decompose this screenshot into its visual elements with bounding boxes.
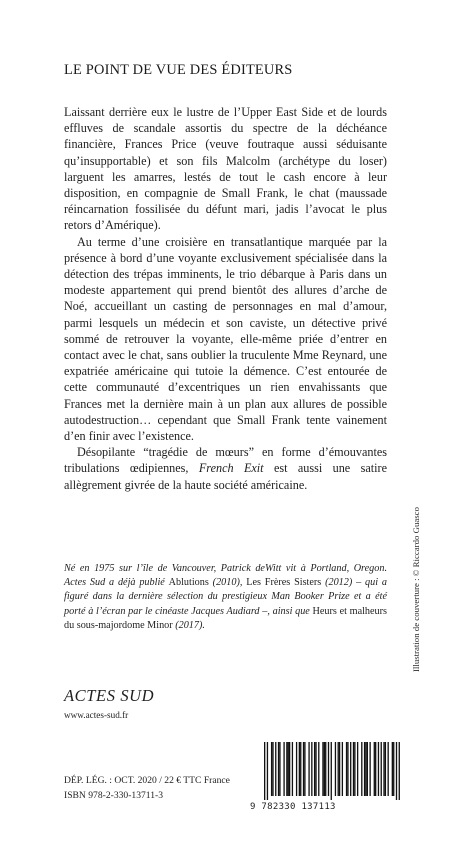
barcode-bar xyxy=(314,742,315,796)
barcode-bar xyxy=(325,742,326,796)
barcode xyxy=(250,742,405,816)
barcode-bar xyxy=(278,742,279,796)
barcode-bar xyxy=(304,742,305,796)
author-note-part-3: (2012) – qui a figuré dans la dernière sélection du prestigieux Man Booker Prize et a été porté à l’écran par le cinéaste Jacques Audiard –, ainsi que xyxy=(64,577,387,617)
author-note-part-4: (2017). xyxy=(172,619,205,631)
barcode-bar xyxy=(350,742,351,796)
barcode-bar xyxy=(347,742,348,796)
barcode-bar xyxy=(396,742,397,800)
title-freres-sisters: Les Frères Sisters xyxy=(246,577,322,589)
author-note-part-2: (2010), xyxy=(208,577,247,589)
section-heading: LE POINT DE VUE DES ÉDITEURS xyxy=(64,62,293,78)
barcode-bar xyxy=(388,742,389,796)
barcode-bar xyxy=(272,742,273,796)
legal-deposit: DÉP. LÉG. : OCT. 2020 / 22 € TTC France xyxy=(64,775,230,786)
barcode-bar xyxy=(315,742,316,796)
title-sous-majordome: Heurs et malheurs du sous-majordome Minor xyxy=(64,605,387,631)
barcode-bar xyxy=(292,742,293,796)
author-note-part-1: Né en 1975 sur l’île de Vancouver, Patrick deWitt vit à Portland, Oregon. Actes Sud a déjà publié xyxy=(64,563,387,589)
cover-credit: Illustration de couverture : © Riccardo Guasco xyxy=(411,507,421,672)
barcode-bar xyxy=(267,742,268,800)
isbn: ISBN 978-2-330-13711-3 xyxy=(64,789,164,801)
blurb-paragraph-3-end: est aussi une satire allègrement givrée de la haute société américaine. xyxy=(64,461,387,492)
barcode-bar xyxy=(381,742,382,796)
barcode-bar xyxy=(385,742,386,796)
barcode-bar xyxy=(365,742,366,796)
barcode-bar xyxy=(283,742,284,796)
barcode-bar xyxy=(338,742,339,796)
barcode-bar xyxy=(286,742,287,796)
barcode-bars xyxy=(264,742,400,800)
barcode-bar xyxy=(339,742,340,796)
barcode-bar xyxy=(275,742,276,796)
barcode-bar xyxy=(296,742,297,796)
barcode-bar xyxy=(378,742,379,796)
barcode-bar xyxy=(353,742,354,796)
barcode-bar xyxy=(271,742,272,796)
title-ablutions: Ablutions xyxy=(168,577,209,589)
barcode-bar xyxy=(375,742,376,796)
barcode-bar xyxy=(383,742,384,796)
barcode-bar xyxy=(367,742,368,796)
barcode-bar xyxy=(364,742,365,796)
barcode-bar xyxy=(342,742,343,796)
barcode-bar xyxy=(361,742,362,796)
legal-info xyxy=(64,774,230,803)
barcode-bar xyxy=(324,742,325,796)
barcode-digits: 9 782330 137113 xyxy=(250,802,336,812)
barcode-bar xyxy=(300,742,301,796)
barcode-bar xyxy=(357,742,358,796)
barcode-bar xyxy=(288,742,289,796)
publisher-website: www.actes-sud.fr xyxy=(64,710,129,720)
barcode-bar xyxy=(303,742,304,796)
barcode-bar xyxy=(322,742,323,796)
barcode-bar xyxy=(331,742,332,800)
barcode-bar xyxy=(346,742,347,796)
blurb-paragraph-3 xyxy=(64,444,387,493)
barcode-bar xyxy=(318,742,319,796)
barcode-bar xyxy=(299,742,300,796)
barcode-bar xyxy=(393,742,394,796)
book-title-french-exit: French Exit xyxy=(198,461,264,476)
barcode-bar xyxy=(308,742,309,796)
barcode-bar xyxy=(264,742,265,800)
barcode-bar xyxy=(374,742,375,796)
barcode-bar xyxy=(354,742,355,796)
barcode-bar xyxy=(335,742,336,796)
barcode-bar xyxy=(399,742,400,800)
barcode-bar xyxy=(279,742,280,796)
author-note-paragraph xyxy=(64,562,387,633)
author-note xyxy=(64,562,387,633)
barcode-bar xyxy=(369,742,370,796)
blurb-paragraph-1: Laissant derrière eux le lustre de l’Upper East Side et de lourds effluves de scandale assortis du spectre de la déchéance financière, Frances Price (veuve foutraque aussi séduisante qu’insupportable) et son fils Malcolm (archétype du loser) larguent les amarres, lestés de tout le cash encore à leur disposition, en compagnie de Small Frank, le chat (maussade réincarnation fossilisée du défunt mari, jadis l’avocat le plus retors d’Amérique). xyxy=(64,105,387,233)
barcode-bar xyxy=(328,742,329,796)
blurb-paragraph-2: Au terme d’une croisière en transatlantique marquée par la présence à bord d’une voyante exclusivement spécialisée dans la détection des trépas imminents, le trio débarque à Paris dans un modeste appartement qui prend bientôt des allures d’arche de Noé, accueillant un casting de personnages en mal d’amour, parmi lesquels un médecin et son caviste, un détective privé sommé de retrouver la voyante, elle-même priée d’entrer en contact avec le chat, sans oublier la truculente Mme Reynard, une expatriée américaine qui tutoie la démence. C’est entourée de cette communauté d’excentriques un rien envahissants que Frances met la dernière main à un plan aux allures de possible autodestruction… cependant que Small Frank tente vainement d’en finir avec l’existence. xyxy=(64,234,387,444)
blurb-paragraph-3-start: Désopilante “tragédie de mœurs” en forme d’émouvantes tribulations œdipiennes, xyxy=(64,445,387,476)
barcode-bar xyxy=(311,742,312,796)
publisher-logo: ACTES SUD xyxy=(64,686,155,705)
blurb-text xyxy=(64,104,387,493)
barcode-bar xyxy=(289,742,290,796)
barcode-bar xyxy=(392,742,393,796)
